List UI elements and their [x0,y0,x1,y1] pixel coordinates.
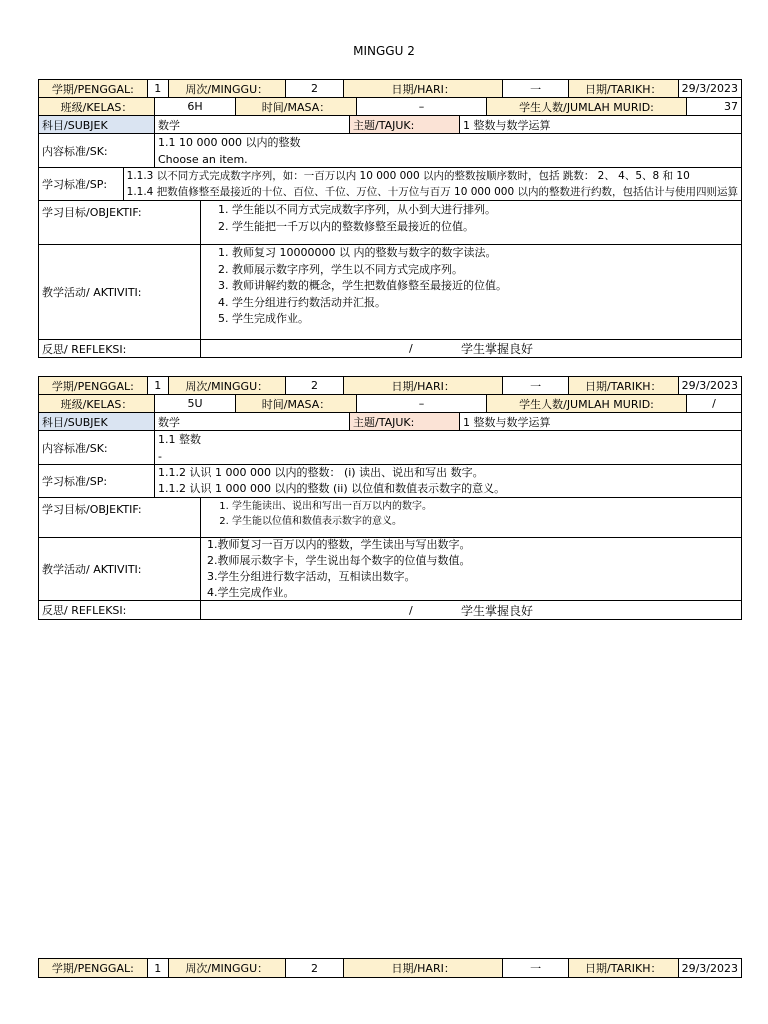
tarikh-value: 29/3/2023 [681,82,738,95]
kelas-label: 班级/KELAS： [39,395,155,412]
sk-line: 1.1 整数 [158,432,201,446]
tarikh-value: 29/3/2023 [681,961,738,975]
sk-label: 内容标准/SK: [39,431,155,464]
objektif-label: 学习目标/OBJEKTIF: [39,498,201,537]
sp-label: 学习标准/SP: [39,465,155,497]
sk-line: 1.1 10 000 000 以内的整数 [158,135,301,149]
tarikh-label: 日期/TARIKH： [569,959,679,977]
objektif-item: 1. 学生能读出、说出和写出一百万以内的数字。 [232,499,432,514]
sk-line[interactable]: Choose an item. [158,152,248,166]
sp-content [124,168,741,200]
tajuk-value: 1 整数与数学运算 [463,415,551,429]
sk-label: 内容标准/SK: [39,134,155,167]
aktiviti-row [38,538,742,601]
aktiviti-item: 3. 教师讲解约数的概念，学生把数值修整至最接近的位值。 [232,278,507,295]
lesson-plan-1 [38,79,742,358]
sp-row [38,168,742,201]
objektif-content [201,201,741,244]
tajuk-label: 主题/TAJUK: [350,116,460,133]
penggal-label: 学期/PENGGAL: [39,377,148,394]
refleksi-label: 反思/ REFLEKSI: [39,601,201,619]
minggu-label: 周次/MINGGU： [169,959,286,977]
class-row [38,98,742,116]
aktiviti-item: 2.教师展示数字卡，学生说出每个数字的位值与数值。 [207,554,471,567]
murid-value: 37 [724,100,738,113]
masa-label: 时间/MASA： [236,98,357,115]
kelas-label: 班级/KELAS： [39,98,155,115]
masa-value: – [357,395,487,412]
murid-label: 学生人数/JUMLAH MURID: [487,98,687,115]
objektif-row [38,498,742,538]
minggu-label: 周次/MINGGU： [169,377,286,394]
objektif-row [38,201,742,245]
hari-value: 一 [503,377,569,394]
objektif-item: 1. 学生能以不同方式完成数字序列，从小到大进行排列。 [232,202,496,219]
refleksi-label: 反思/ REFLEKSI: [39,340,201,357]
subjek-label: 科目/SUBJEK [39,413,155,430]
aktiviti-item: 1.教师复习一百万以内的整数，学生读出与写出数字。 [207,538,471,551]
kelas-value: 6H [155,98,236,115]
aktiviti-item: 4.学生完成作业。 [207,586,295,599]
header-row [38,376,742,395]
refleksi-slash: / [408,603,413,617]
sk-row [38,431,742,465]
aktiviti-label: 教学活动/ AKTIVITI: [39,245,201,339]
penggal-value: 1 [148,959,169,977]
lesson-plan-3 [38,958,742,978]
header-row [38,79,742,98]
subjek-value: 数学 [155,116,350,133]
refleksi-value[interactable]: 学生掌握良好 [460,603,533,618]
sp-row [38,465,742,498]
tarikh-label: 日期/TARIKH： [569,377,679,394]
masa-value: – [357,98,487,115]
objektif-label: 学习目标/OBJEKTIF: [39,201,201,244]
minggu-label: 周次/MINGGU： [169,80,286,97]
tarikh-label: 日期/TARIKH： [569,80,679,97]
refleksi-content [201,601,741,619]
lesson-plan-2 [38,376,742,620]
refleksi-row [38,340,742,358]
sp-label: 学习标准/SP: [39,168,124,200]
penggal-value: 1 [148,377,169,394]
sp-line: 1.1.4 把数值修整至最接近的十位、百位、千位、万位、十万位与百万 10 000 000 以内的整数进行约数，包括估计与使用四则运算 [126,186,738,198]
hari-value: 一 [503,959,569,977]
hari-value: 一 [503,80,569,97]
penggal-label: 学期/PENGGAL: [39,80,148,97]
refleksi-row [38,601,742,620]
kelas-value: 5U [155,395,236,412]
subject-row [38,116,742,134]
sp-line: 1.1.2 认识 1 000 000 以内的整数： (i) 读出、说出和写出 数字。 [158,466,484,479]
refleksi-slash: / [408,342,413,355]
penggal-value: 1 [148,80,169,97]
header-row [38,958,742,978]
minggu-value: 2 [286,959,344,977]
hari-label: 日期/HARI： [344,959,503,977]
subjek-label: 科目/SUBJEK [39,116,155,133]
sk-content [155,431,741,464]
sk-content [155,134,741,167]
sp-line: 1.1.2 认识 1 000 000 以内的整数 (ii) 以位值和数值表示数字的意义。 [158,482,506,495]
tarikh-value: 29/3/2023 [681,379,738,392]
tajuk-label: 主题/TAJUK: [350,413,460,430]
aktiviti-content [201,538,741,600]
sk-row [38,134,742,168]
page-title: MINGGU 2 [353,44,415,58]
aktiviti-item: 1. 教师复习 10000000 以 内的整数与数字的数字读法。 [232,245,507,262]
tajuk-value: 1 整数与数学运算 [463,118,551,132]
objektif-item: 2. 学生能把一千万以内的整数修整至最接近的位值。 [232,219,496,236]
aktiviti-item: 2. 教师展示数字序列，学生以不同方式完成序列。 [232,262,507,279]
subjek-value: 数学 [155,413,350,430]
objektif-content [201,498,741,537]
refleksi-content [201,340,741,357]
aktiviti-content [201,245,741,339]
hari-label: 日期/HARI： [344,80,503,97]
sp-content [155,465,741,497]
aktiviti-item: 4. 学生分组进行约数活动并汇报。 [232,295,507,312]
masa-label: 时间/MASA： [236,395,357,412]
aktiviti-label: 教学活动/ AKTIVITI: [39,538,201,600]
sp-line: 1.1.3 以不同方式完成数字序列，如：一百万以内 10 000 000 以内的整数按顺序数时，包括 跳数： 2、 4、5、8 和 10 [126,170,690,182]
refleksi-value[interactable]: 学生掌握良好 [460,342,533,356]
aktiviti-row [38,245,742,340]
murid-label: 学生人数/JUMLAH MURID: [487,395,687,412]
penggal-label: 学期/PENGGAL: [39,959,148,977]
objektif-item: 2. 学生能以位值和数值表示数字的意义。 [232,514,432,529]
aktiviti-item: 3.学生分组进行数字活动，互相读出数字。 [207,570,416,583]
sk-line: - [158,449,162,463]
minggu-value: 2 [286,377,344,394]
minggu-value: 2 [286,80,344,97]
murid-value: / [712,397,716,410]
aktiviti-item: 5. 学生完成作业。 [232,311,507,328]
hari-label: 日期/HARI： [344,377,503,394]
class-row [38,395,742,413]
subject-row [38,413,742,431]
